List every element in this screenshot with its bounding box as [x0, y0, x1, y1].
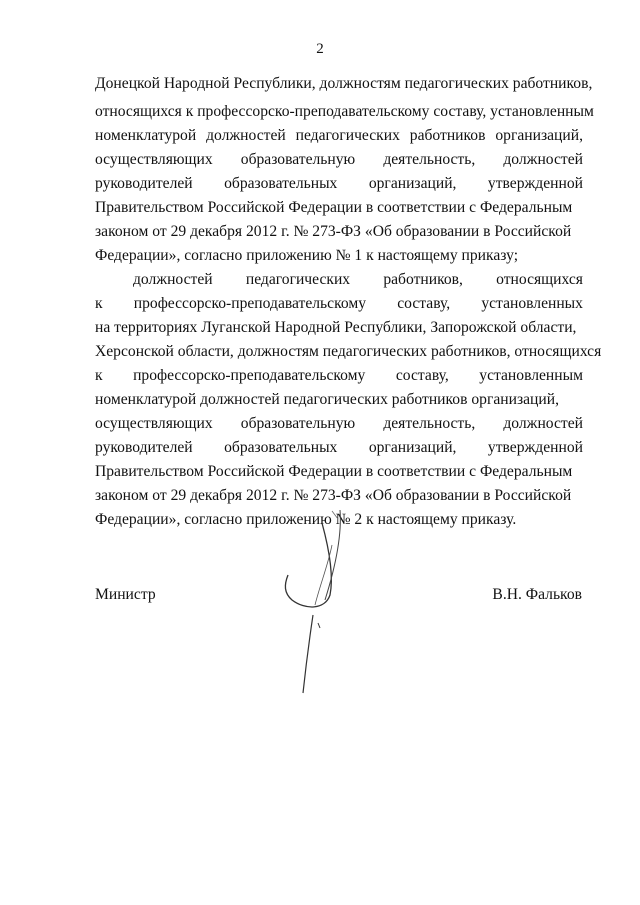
text-line: Федерации», согласно приложению № 1 к настоящему приказу; [95, 247, 519, 264]
handwritten-signature [270, 505, 380, 705]
signatory-name: В.Н. Фальков [492, 586, 582, 603]
text-line: номенклатурой должностей педагогических работников организаций, [95, 391, 559, 408]
text-line: к профессорско-преподавательскому составу, установленных [95, 295, 583, 312]
text-line: относящихся к профессорско-преподавательскому составу, установленным [95, 103, 594, 120]
text-line: к профессорско-преподавательскому составу, установленным [95, 367, 583, 384]
text-line: должностей педагогических работников, относящихся [133, 271, 583, 288]
text-line: руководителей образовательных организаций, утвержденной [95, 175, 583, 192]
text-line: номенклатурой должностей педагогических работников организаций, [95, 127, 583, 144]
text-line: осуществляющих образовательную деятельность, должностей [95, 415, 583, 432]
text-line: осуществляющих образовательную деятельность, должностей [95, 151, 583, 168]
text-line: Правительством Российской Федерации в соответствии с Федеральным [95, 199, 573, 216]
text-line: законом от 29 декабря 2012 г. № 273-ФЗ «Об образовании в Российской [95, 223, 572, 240]
text-line: законом от 29 декабря 2012 г. № 273-ФЗ «Об образовании в Российской [95, 487, 572, 504]
text-line: Правительством Российской Федерации в соответствии с Федеральным [95, 463, 573, 480]
text-line: руководителей образовательных организаций, утвержденной [95, 439, 583, 456]
signatory-position: Министр [95, 586, 156, 603]
text-line: Херсонской области, должностям педагогических работников, относящихся [95, 343, 602, 360]
text-line: на территориях Луганской Народной Республики, Запорожской области, [95, 319, 577, 336]
text-line: Донецкой Народной Республики, должностям педагогических работников, [95, 75, 593, 92]
text-line: Федерации», согласно приложению № 2 к настоящему приказу. [95, 511, 517, 528]
page-number: 2 [316, 41, 324, 57]
